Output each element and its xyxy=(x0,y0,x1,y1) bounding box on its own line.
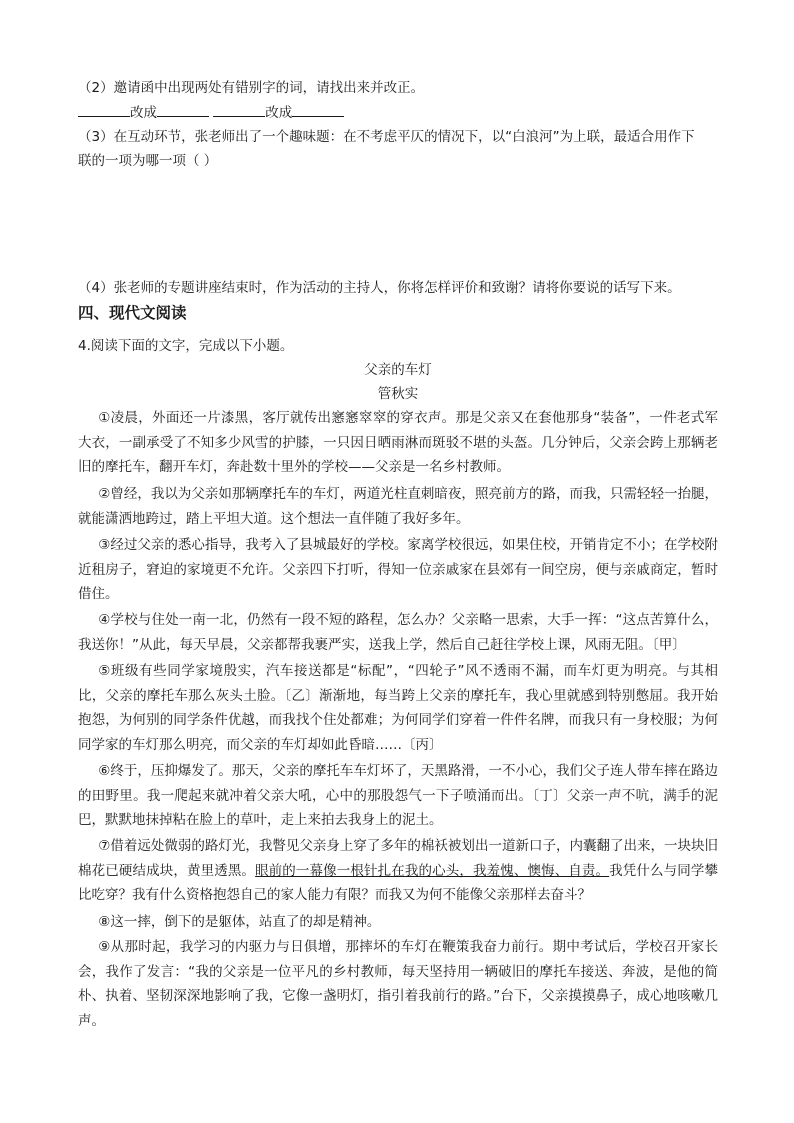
answer-blank-1[interactable] xyxy=(78,102,130,117)
q2-fill-row xyxy=(78,102,344,123)
paragraph-8: ⑧这一摔，倒下的是躯体，站直了的却是精神。 xyxy=(98,914,381,930)
paragraph-7-part-a: ⑦借着远处微弱的路灯光，我瞥见父亲身上穿了多年的棉袄被划出一道新口子，内囊翻了出来，一块块旧棉花已硬结成块，黄里透黑。 xyxy=(78,838,718,879)
q2-prompt: （2）邀请函中出现两处有错别字的词，请找出来并改正。 xyxy=(78,80,425,96)
paragraph-4: ④学校与住处一南一北，仍然有一段不短的路程，怎么办？父亲略一思索，大手一挥：“这点苦算什么，我送你！”从此，每天早晨，父亲都帮我裹严实，送我上学，然后自己赶往学校上课，风雨无阻。〔甲〕 xyxy=(78,612,718,653)
paragraph-1: ①凌晨，外面还一片漆黑，客厅就传出窸窸窣窣的穿衣声。那是父亲又在套他那身“装备”，一件老式军大衣，一副承受了不知多少风雪的护膝，一只因日晒雨淋而斑驳不堪的头盔。几分钟后，父亲会跨上那辆老旧的摩托车，翻开车灯，奔赴数十里外的学校——父亲是一名乡村教师。 xyxy=(78,410,718,476)
paragraph-7-part-c: 我凭什么与同学攀比吃穿？我有什么资格抱怨自己的家人能力有限？而我又为何不能像父亲那样去奋斗？ xyxy=(78,862,719,904)
q4-prompt: （4）张老师的专题讲座结束时，作为活动的主持人，你将怎样评价和致谢？请将你要说的话写下来。 xyxy=(78,280,681,296)
paragraph-7 xyxy=(78,834,718,908)
fill-label-1: 改成 xyxy=(130,105,157,121)
answer-blank-3[interactable] xyxy=(213,102,265,117)
article-title: 父亲的车灯 xyxy=(364,362,432,378)
paragraph-2: ②曾经，我以为父亲如那辆摩托车的车灯，两道光柱直刺暗夜，照亮前方的路，而我，只需轻轻一抬腿，就能潇洒地跨过，踏上平坦大道。这个想法一直伴随了我好多年。 xyxy=(78,486,718,527)
paragraph-5: ⑤班级有些同学家境殷实，汽车接送都是“标配”，“四轮子”风不透雨不漏，而车灯更为明亮。与其相比，父亲的摩托车那么灰头土脸。〔乙〕渐渐地，每当跨上父亲的摩托车，我心里就感到特别憋屈。我开始抱怨，为何别的同学条件优越，而我找个住处都难；为何同学们穿着一件件名牌，而我只有一身校服；为何同学家的车灯那么明亮，而父亲的车灯却如此昏暗……〔丙〕 xyxy=(78,663,718,753)
reading-intro: 4.阅读下面的文字，完成以下小题。 xyxy=(78,338,294,354)
article-author: 管秋实 xyxy=(377,386,419,402)
fill-label-2: 改成 xyxy=(265,105,293,121)
paragraph-6: ⑥终于，压抑爆发了。那天，父亲的摩托车车灯坏了，天黑路滑，一不小心，我们父子连人带车摔在路边的田野里。我一爬起来就冲着父亲大吼，心中的那股怨气一下子喷涌而出。〔丁〕父亲一声不吭，满手的泥巴，默默地抹掉粘在脸上的草叶，走上来拍去我身上的泥土。 xyxy=(78,763,718,829)
answer-blank-2[interactable] xyxy=(157,102,209,117)
underlined-sentence: 眼前的一幕像一根针扎在我的心头，我羞愧、懊悔、自责。 xyxy=(255,862,610,879)
paragraph-9: ⑨从那时起，我学习的内驱力与日俱增，那摔坏的车灯在鞭策我奋力前行。期中考试后，学校召开家长会，我作了发言：“我的父亲是一位平凡的乡村教师，每天坚持用一辆破旧的摩托车接送、奔波，是他的简朴、执着、坚韧深深地影响了我，它像一盏明灯，指引着我前行的路。”台下，父亲摸摸鼻子，成心地咳嗽几声。 xyxy=(78,939,718,1029)
section-title: 四、现代文阅读 xyxy=(78,304,187,322)
q3-prompt-line1: （3）在互动环节，张老师出了一个趣味题：在不考虑平仄的情况下，以“白浪河”为上联，最适合用作下 xyxy=(78,129,695,145)
answer-blank-4[interactable] xyxy=(292,102,344,117)
q3-prompt-line2: 联的一项为哪一项（ ） xyxy=(78,153,218,169)
paragraph-3: ③经过父亲的悉心指导，我考入了县城最好的学校。家离学校很远，如果住校，开销肯定不小；在学校附近租房子，窘迫的家境更不允许。父亲四下打听，得知一位亲戚家在县郊有一间空房，便与亲戚商定，暂时借住。 xyxy=(78,537,718,603)
